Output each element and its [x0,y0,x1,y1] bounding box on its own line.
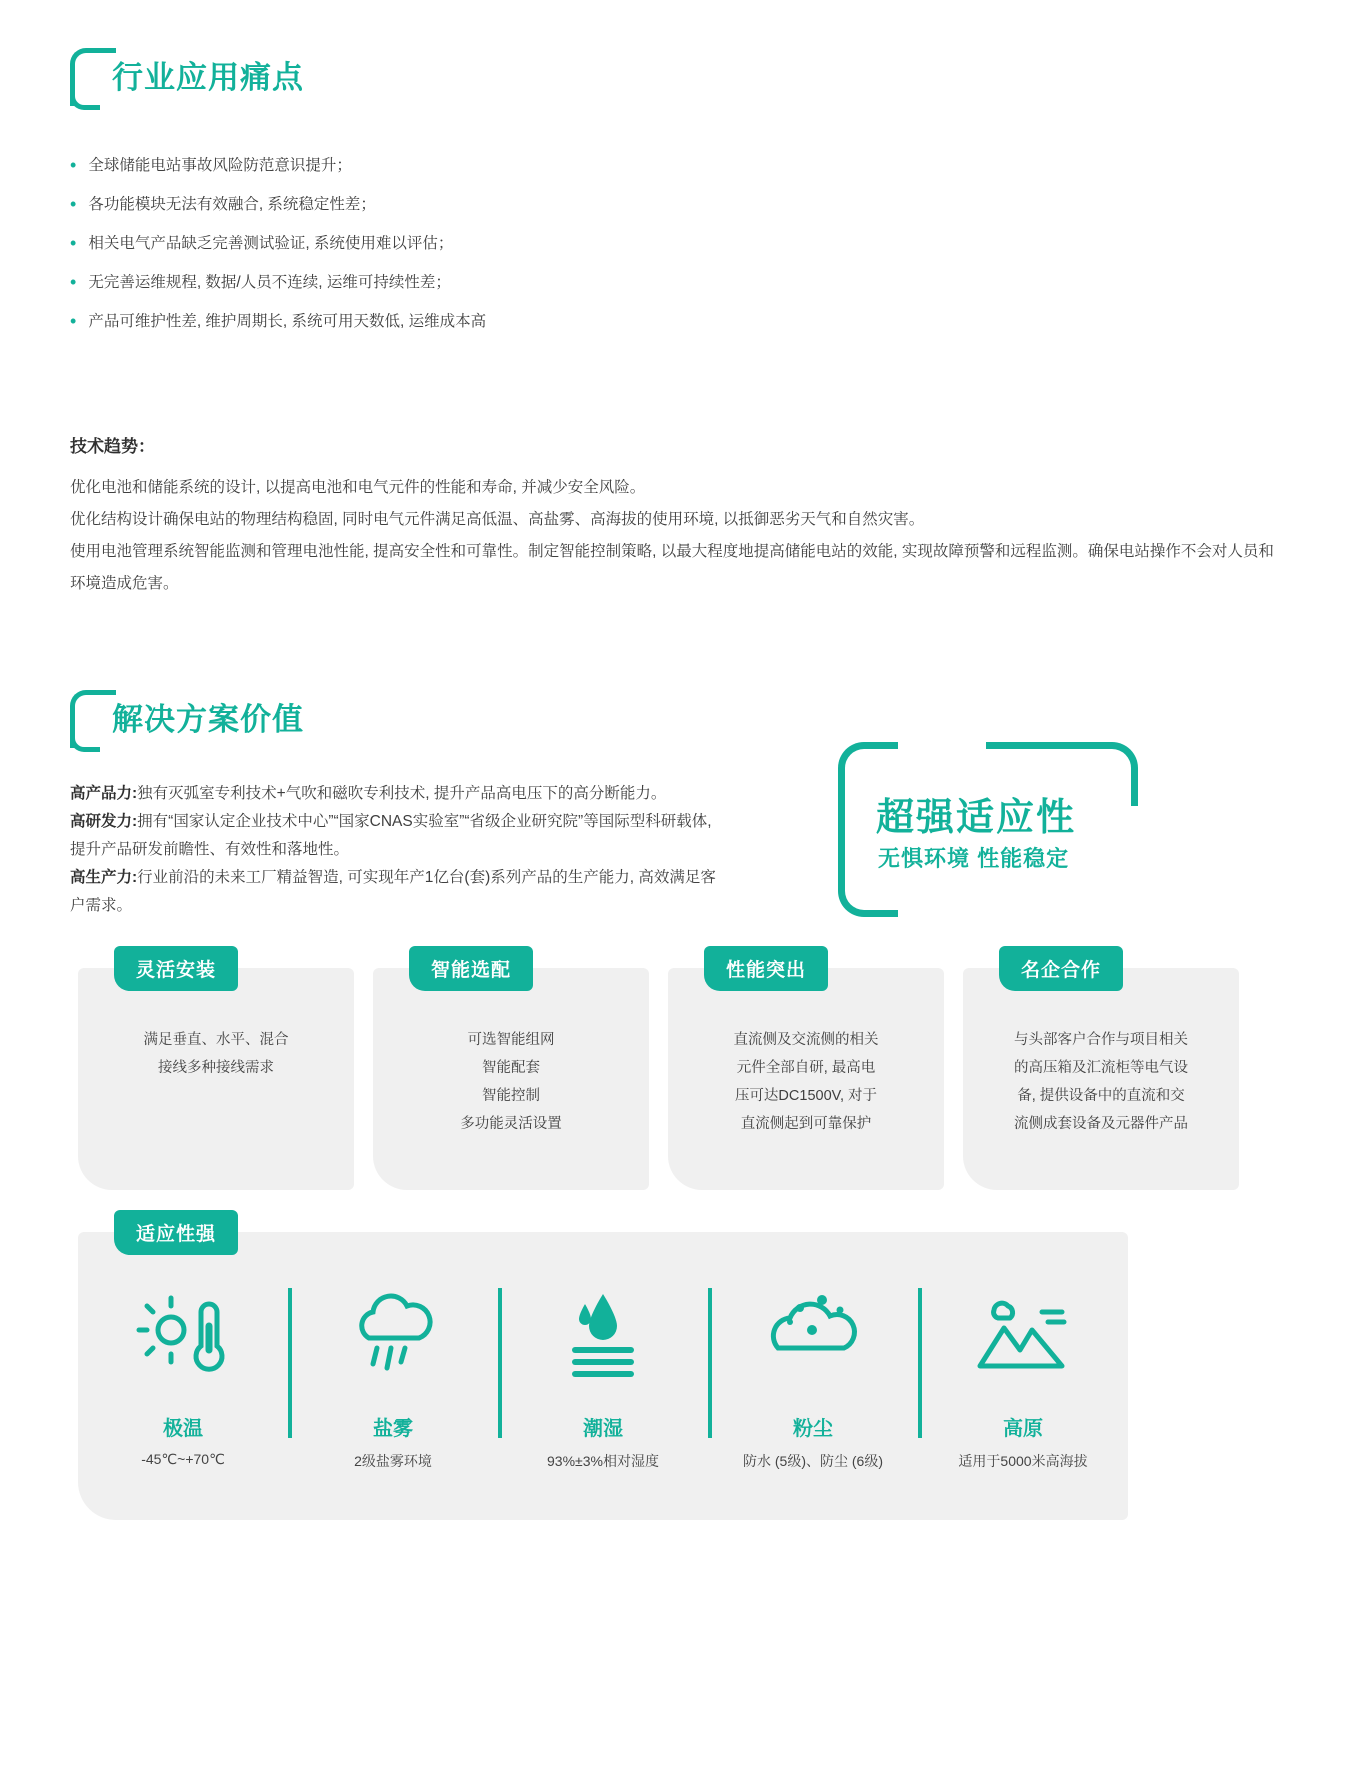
list-item [70,272,486,294]
bullet-icon: • [70,155,77,175]
dust-particle-icon [708,1278,918,1390]
status-badge: 名企合作 [999,946,1123,991]
adaptability-desc: 93%±3%相对湿度 [547,1453,659,1469]
section-heading-solution-value [70,690,326,752]
list-item [70,194,486,216]
adaptability-desc: 适用于5000米高海拔 [958,1453,1088,1469]
bullet-icon: • [70,272,77,292]
value-item-label: 高研发力: [70,813,138,830]
text-line: 压可达DC1500V, 对于 [734,1088,878,1104]
status-badge: 智能选配 [409,946,533,991]
adaptability-item-plateau [918,1278,1128,1471]
paragraph: 使用电池管理系统智能监测和管理电池性能, 提高安全性和可靠性。制定智能控制策略, 以最大程度地提高储能电站的效能, 实现故障预警和远程监测。确保电站操作不会对人员和环境造成危害。 [70,543,1274,592]
value-item-label: 高生产力: [70,869,138,886]
feature-card-body [963,1026,1239,1138]
humidity-water-drop-icon [498,1278,708,1390]
adaptability-desc: -45℃~+70℃ [141,1451,225,1467]
feature-card [78,960,354,1190]
feature-card [668,960,944,1190]
value-item [70,864,720,920]
tech-trend-title: 技术趋势： [70,437,155,456]
value-item-text: 独有灭弧室专利技术+气吹和磁吹专利技术, 提升产品高电压下的高分断能力。 [137,785,667,802]
list-item-label: 各功能模块无法有效融合, 系统稳定性差； [88,196,376,213]
adaptability-item-temperature [78,1278,288,1471]
adaptability-item-salt-fog [288,1278,498,1471]
salt-fog-cloud-icon [288,1278,498,1390]
bullet-icon: • [70,233,77,253]
adaptability-name: 粉尘 [793,1418,833,1440]
section-heading-pain-points [70,48,326,110]
adaptability-desc: 2级盐雾环境 [354,1453,432,1469]
text-line: 接线多种接线需求 [158,1060,274,1076]
list-item-label: 相关电气产品缺乏完善测试验证, 系统使用难以评估； [88,235,454,252]
text-line: 满足垂直、水平、混合 [143,1032,289,1048]
status-badge: 适应性强 [114,1210,238,1255]
page-title: 行业应用痛点 [112,60,304,95]
bullet-icon: • [70,194,77,214]
list-item-label: 全球储能电站事故风险防范意识提升； [88,157,352,174]
adaptability-item-dust [708,1278,918,1471]
paragraph: 优化结构设计确保电站的物理结构稳固, 同时电气元件满足高低温、高盐雾、高海拔的使用环境, 以抵御恶劣天气和自然灾害。 [70,511,925,528]
value-item-text: 拥有“国家认定企业技术中心”“国家CNAS实验室”“省级企业研究院”等国际型科研载体, 提升产品研发前瞻性、有效性和落地性。 [70,813,712,858]
adaptability-name: 高原 [1003,1418,1043,1440]
list-item-label: 产品可维护性差, 维护周期长, 系统可用天数低, 运维成本高 [88,313,487,330]
text-line: 流侧成套设备及元器件产品 [1014,1116,1188,1132]
value-item-text: 行业前沿的未来工厂精益智造, 可实现年产1亿台(套)系列产品的生产能力, 高效满足客户需求。 [70,869,716,914]
section-title: 解决方案价值 [112,702,304,737]
text-line: 智能配套 [482,1060,540,1076]
text-line: 可选智能组网 [467,1032,555,1048]
text-line: 元件全部自研, 最高电 [736,1060,876,1076]
solution-value-list [70,780,720,920]
feature-card-body [78,1026,354,1082]
feature-card [963,960,1239,1190]
text-line: 直流侧起到可靠保护 [740,1116,872,1132]
value-item [70,780,720,808]
tech-trend-body [70,472,1280,600]
adaptability-item-humidity [498,1278,708,1471]
feature-card [373,960,649,1190]
adaptability-items [78,1278,1128,1471]
bullet-icon: • [70,311,77,331]
promo-subheadline: 无惧环境 性能稳定 [878,846,1070,871]
text-line: 多功能灵活设置 [460,1116,562,1132]
adaptability-name: 潮湿 [583,1418,623,1440]
feature-card-body [373,1026,649,1138]
list-item [70,155,486,177]
text-line: 与头部客户合作与项目相关 [1014,1032,1188,1048]
pain-point-list [70,155,486,350]
status-badge: 性能突出 [704,946,828,991]
text-line: 的高压箱及汇流柜等电气设 [1014,1060,1188,1076]
list-item [70,233,486,255]
promo-banner [838,742,1138,917]
status-badge: 灵活安装 [114,946,238,991]
list-item-label: 无完善运维规程, 数据/人员不连续, 运维可持续性差； [88,274,451,291]
list-item [70,311,486,333]
text-line: 直流侧及交流侧的相关 [733,1032,879,1048]
text-line: 备, 提供设备中的直流和交 [1017,1088,1185,1104]
value-item-label: 高产品力: [70,785,138,802]
feature-card-row [78,960,1239,1190]
adaptability-name: 盐雾 [373,1418,413,1440]
feature-card-body [668,1026,944,1138]
temperature-sun-icon [78,1278,288,1390]
adaptability-desc: 防水 (5级)、防尘 (6级) [743,1453,883,1469]
adaptability-name: 极温 [163,1418,203,1440]
paragraph: 优化电池和储能系统的设计, 以提高电池和电气元件的性能和寿命, 并减少安全风险。 [70,479,646,496]
text-line: 智能控制 [482,1088,540,1104]
mountain-plateau-icon [918,1278,1128,1390]
value-item [70,808,720,864]
adaptability-panel [78,1224,1128,1520]
promo-headline: 超强适应性 [876,797,1077,839]
